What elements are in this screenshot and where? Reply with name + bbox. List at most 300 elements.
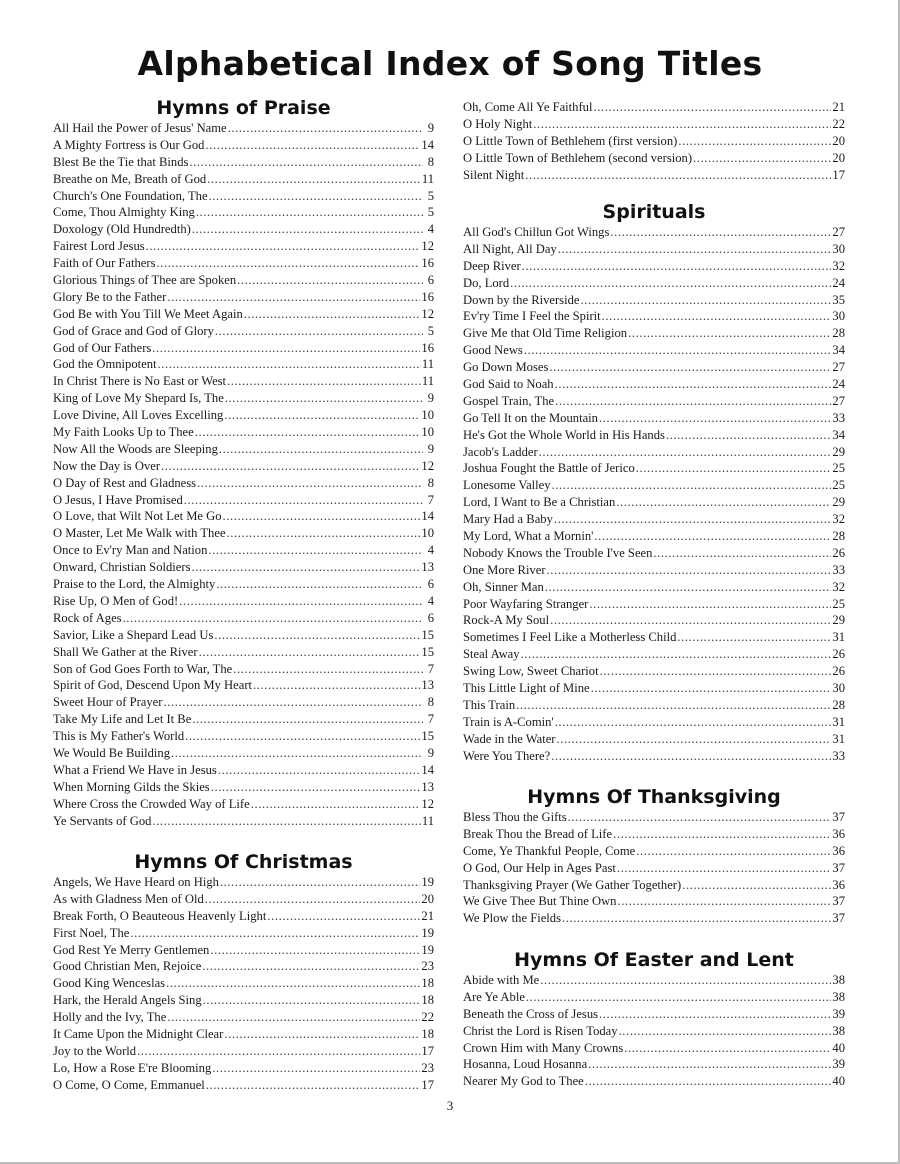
dot-leader [666,427,831,444]
song-title: Come, Ye Thankful People, Come [463,843,636,858]
dot-leader [192,711,423,728]
index-entry [463,116,845,133]
song-title: Church's One Foundation, The [53,188,208,203]
dot-leader [207,171,421,188]
song-title: Lord, I Want to Be a Christian [463,495,616,510]
page-ref: 13 [421,779,434,794]
song-title: O Master, Let Me Walk with Thee [53,526,226,541]
dot-leader [224,1026,420,1043]
index-entry [463,989,845,1006]
page-ref: 12 [421,306,434,321]
dot-leader [184,492,423,509]
dot-leader [693,150,831,167]
page-ref: 26 [832,664,845,679]
index-entry [463,562,845,579]
dot-leader [610,224,831,241]
index-entry [463,99,845,116]
dot-leader [547,562,832,579]
dot-leader [619,1023,832,1040]
index-entry [53,306,434,323]
page-ref: 12 [421,796,434,811]
song-title: Abide with Me [463,973,540,987]
song-title: Son of God Goes Forth to War, The [53,661,233,676]
song-title: All Hail the Power of Jesus' Name [53,121,227,135]
dot-leader [199,644,421,661]
dot-leader [192,221,423,238]
page-ref: 33 [832,562,845,577]
page-ref: 19 [421,942,434,957]
dot-leader [552,477,832,494]
entry-list [463,809,845,927]
dot-leader [525,167,831,184]
song-title: Train is A-Comin' [463,714,554,729]
section-spirituals [463,200,845,765]
dot-leader [624,1040,831,1057]
song-title: King of Love My Shepard Is, The [53,391,224,406]
dot-leader [613,826,831,843]
dot-leader [223,508,421,525]
index-entry [53,644,434,661]
index-entry [53,1060,434,1077]
page-ref: 38 [832,973,845,987]
song-title: Mary Had a Baby [463,512,553,527]
page-ref: 17 [832,167,845,182]
index-entry [463,444,845,461]
dot-leader [594,528,831,545]
index-entry [463,292,845,309]
dot-leader [522,258,832,275]
index-entry [463,410,845,427]
dot-leader [602,308,832,325]
song-title: Ev'ry Time I Feel the Spirit [463,309,601,324]
dot-leader [545,579,832,596]
song-title: Christ the Lord is Risen Today [463,1023,618,1038]
index-entry [463,1040,845,1057]
dot-leader [554,511,832,528]
dot-leader [171,745,423,762]
dot-leader [225,390,423,407]
dot-leader [580,292,831,309]
page-ref: 34 [832,343,845,358]
dot-leader [555,714,832,731]
page-title: Alphabetical Index of Song Titles [137,44,763,83]
index-entry [53,492,434,509]
song-title: Break Forth, O Beauteous Heavenly Light [53,908,267,923]
song-title: Give Me that Old Time Religion [463,326,628,341]
index-entry [53,891,434,908]
page-ref: 17 [421,1043,434,1058]
dot-leader [678,133,831,150]
page-ref: 34 [832,427,845,442]
index-entry [53,238,434,255]
page-ref: 30 [832,681,845,696]
index-entry [463,167,845,184]
index-entry [53,610,434,627]
section-hymns-of-easter-and-lent [463,948,845,1090]
song-title: He's Got the Whole World in His Hands [463,427,665,442]
page-ref: 23 [421,1060,434,1075]
index-entry [463,748,845,765]
dot-leader [593,99,831,116]
page-ref: 27 [832,360,845,375]
song-title: Rock-A My Soul [463,613,550,628]
page-ref: 13 [421,678,434,693]
song-title: Break Thou the Bread of Life [463,826,613,841]
index-entry [53,728,434,745]
page-ref: 22 [421,1010,434,1025]
index-entry [463,460,845,477]
song-title: Doxology (Old Hundredth) [53,222,191,237]
index-entry [53,154,434,171]
index-entry [463,579,845,596]
dot-leader [191,559,420,576]
dot-leader [600,663,832,680]
index-entry [53,542,434,559]
song-title: Come, Thou Almighty King [53,205,195,220]
dot-leader [167,1009,420,1026]
index-entry [463,646,845,663]
page-ref: 32 [832,258,845,273]
index-entry [53,356,434,373]
dot-leader [251,796,421,813]
dot-leader [267,908,420,925]
page-ref: 36 [832,826,845,841]
page-ref: 24 [832,377,845,392]
song-title: Swing Low, Sweet Chariot [463,664,599,679]
dot-leader [588,1056,831,1073]
index-entry [53,424,434,441]
song-title: My Faith Looks Up to Thee [53,425,194,440]
dot-leader [555,376,832,393]
song-title: It Came Upon the Midnight Clear [53,1027,224,1042]
song-title: God the Omnipotent [53,357,157,372]
index-entry [53,779,434,796]
dot-leader [203,992,421,1009]
song-title: What a Friend We Have in Jesus [53,762,217,777]
index-entry [463,325,845,342]
page-ref: 25 [832,478,845,493]
page-ref: 10 [421,526,434,541]
page-ref: 27 [832,393,845,408]
index-entry [463,342,845,359]
song-title: O Holy Night [463,116,533,131]
index-entry [463,860,845,877]
page-ref: 29 [832,613,845,628]
song-title: Are Ye Able [463,989,525,1004]
dot-leader [167,289,420,306]
song-title: Lonesome Valley [463,478,551,493]
dot-leader [205,891,421,908]
song-title: As with Gladness Men of Old [53,891,204,906]
index-entry [463,910,845,927]
page-ref: 28 [832,697,845,712]
index-entry [463,809,845,826]
index-entry [53,390,434,407]
index-entry [463,1073,845,1090]
index-entry [53,627,434,644]
index-entry [463,224,845,241]
index-entry [53,475,434,492]
song-title: Nobody Knows the Trouble I've Seen [463,545,653,560]
page-ref: 20 [421,891,434,906]
index-entry [53,323,434,340]
index-entry [463,545,845,562]
dot-leader [591,680,832,697]
song-title: Steal Away [463,647,520,662]
song-title: Hark, the Herald Angels Sing [53,993,202,1008]
page-ref: 26 [832,647,845,662]
index-entry [463,427,845,444]
index-entry [53,1043,434,1060]
page-ref: 38 [832,989,845,1004]
page-ref: 16 [421,289,434,304]
page-ref: 37 [832,860,845,875]
dot-leader [589,596,831,613]
page-ref: 14 [421,137,434,152]
song-title: Fairest Lord Jesus [53,239,145,254]
dot-leader [196,204,423,221]
dot-leader [156,255,420,272]
index-entry [53,340,434,357]
page-ref: 6 [427,273,434,288]
entry-list [463,972,845,1090]
page-ref: 5 [427,323,434,338]
index-entry [463,258,845,275]
song-title: Joshua Fought the Battle of Jerico [463,461,635,476]
page-ref: 40 [832,1074,845,1089]
dot-leader [521,646,832,663]
song-title: Beneath the Cross of Jesus [463,1006,599,1021]
page-ref: 12 [421,458,434,473]
page-ref: 7 [427,661,434,676]
index-entry [53,272,434,289]
song-title: O Little Town of Bethlehem (first version) [463,133,678,148]
dot-leader [224,407,420,424]
index-entry [53,694,434,711]
index-entry [53,796,434,813]
dot-leader [599,1006,831,1023]
section-hymns-of-thanksgiving [463,785,845,927]
dot-leader [152,340,420,357]
song-title: O God, Our Help in Ages Past [463,860,616,875]
page-ref: 31 [832,731,845,746]
section-title: Hymns Of Easter and Lent [514,949,794,971]
song-title: This is My Father's World [53,729,185,744]
dot-leader [233,661,423,678]
song-title: O Little Town of Bethlehem (second version) [463,150,693,165]
index-entry [53,255,434,272]
song-title: Ye Servants of God [53,813,152,828]
dot-leader [539,444,832,461]
song-title: Now All the Woods are Sleeping [53,441,218,456]
index-entry [463,308,845,325]
page-ref: 28 [832,326,845,341]
song-title: When Morning Gilds the Skies [53,779,210,794]
page-ref: 22 [832,116,845,131]
page-ref: 14 [421,762,434,777]
dot-leader [228,120,423,137]
dot-leader [568,809,832,826]
dot-leader [636,460,832,477]
dot-leader [130,925,420,942]
dot-leader [617,860,832,877]
dot-leader [205,137,420,154]
page-ref: 39 [832,1006,845,1021]
dot-leader [533,116,831,133]
page-ref: 16 [421,340,434,355]
page-ref: 30 [832,309,845,324]
song-title: This Little Light of Mine [463,681,590,696]
page-ref: 6 [427,577,434,592]
song-title: Take My Life and Let It Be [53,712,192,727]
song-title: My Lord, What a Mornin' [463,529,594,544]
page-ref: 32 [832,579,845,594]
dot-leader [636,843,831,860]
page-ref: 31 [832,714,845,729]
page-ref: 9 [427,121,434,135]
index-entry [463,697,845,714]
index-entry [463,843,845,860]
page-ref: 21 [832,100,845,114]
index-entry [53,171,434,188]
index-entry [463,972,845,989]
song-title: All God's Chillun Got Wings [463,225,610,239]
song-title: All Night, All Day [463,241,557,256]
page-ref: 33 [832,748,845,763]
index-entry [463,494,845,511]
dot-leader [208,542,423,559]
song-title: Crown Him with Many Crowns [463,1040,624,1055]
dot-leader [599,410,831,427]
index-entry [53,525,434,542]
dot-leader [550,612,831,629]
page-ref: 25 [832,596,845,611]
index-entry [463,393,845,410]
dot-leader [179,593,423,610]
page-ref: 9 [427,391,434,406]
dot-leader [549,359,831,376]
page-ref: 38 [832,1023,845,1038]
dot-leader [218,762,421,779]
song-title: Blest Be the Tie that Binds [53,154,189,169]
page-ref: 11 [421,171,434,186]
song-title: Onward, Christian Soldiers [53,560,191,575]
song-title: Joy to the World [53,1043,137,1058]
song-title: Go Down Moses [463,360,549,375]
song-title: Deep River [463,258,521,273]
index-entry [53,508,434,525]
dot-leader [510,275,831,292]
dot-leader [653,545,831,562]
index-entry [463,241,845,258]
index-entry [463,133,845,150]
index-entry [463,663,845,680]
song-title: Nearer My God to Thee [463,1074,584,1089]
song-title: Sweet Hour of Prayer [53,695,163,710]
section-title: Hymns Of Thanksgiving [527,786,781,808]
dot-leader [562,910,831,927]
dot-leader [524,342,832,359]
index-entry [53,1026,434,1043]
song-title: Spirit of God, Descend Upon My Heart [53,678,253,693]
index-entry [53,942,434,959]
dot-leader [677,629,831,646]
song-title: Good Christian Men, Rejoice [53,959,202,974]
dot-leader [682,877,831,894]
index-entry [53,593,434,610]
dot-leader [616,494,831,511]
index-entry [53,762,434,779]
index-entry [53,373,434,390]
song-title: Faith of Our Fathers [53,256,156,271]
entry-list [463,99,845,183]
page-ref: 6 [427,610,434,625]
index-entry [53,711,434,728]
page-ref: 8 [427,695,434,710]
page-ref: 25 [832,461,845,476]
dot-leader [227,373,421,390]
index-entry [53,204,434,221]
song-title: God Said to Noah [463,377,554,392]
page-ref: 35 [832,292,845,307]
index-entry [463,680,845,697]
song-title: God Rest Ye Merry Gentlemen [53,942,210,957]
song-title: God of Grace and God of Glory [53,323,214,338]
dot-leader [211,779,421,796]
song-title: Poor Wayfaring Stranger [463,596,589,611]
dot-leader [202,958,420,975]
song-title: Rock of Ages [53,610,122,625]
song-title: O Day of Rest and Gladness [53,475,197,490]
page-ref: 30 [832,241,845,256]
song-title: We Would Be Building [53,745,171,760]
index-entry [463,376,845,393]
dot-leader [210,942,420,959]
page-ref: 29 [832,495,845,510]
index-entry [463,275,845,292]
index-entry [463,731,845,748]
song-title: Good News [463,343,523,358]
dot-leader [558,241,832,258]
song-title: Where Cross the Crowded Way of Life [53,796,250,811]
page-ref: 36 [832,877,845,892]
index-entry [463,150,845,167]
dot-leader [197,475,423,492]
dot-leader [189,154,423,171]
song-title: Bless Thou the Gifts [463,810,567,824]
page-ref: 21 [421,908,434,923]
page-ref: 15 [421,644,434,659]
song-title: Wade in the Water [463,731,556,746]
page-ref: 40 [832,1040,845,1055]
dot-leader [585,1073,832,1090]
page-ref: 5 [427,188,434,203]
page-ref: 13 [421,560,434,575]
entry-list [463,224,845,765]
index-entry [53,874,434,891]
dot-leader [237,272,423,289]
song-title: Angels, We Have Heard on High [53,875,219,889]
song-title: O Jesus, I Have Promised [53,492,183,507]
index-entry [53,576,434,593]
page-ref: 18 [421,993,434,1008]
page-ref: 19 [421,925,434,940]
dot-leader [219,441,423,458]
index-entry [53,975,434,992]
page-ref: 7 [427,712,434,727]
page-ref: 37 [832,894,845,909]
page-ref: 28 [832,529,845,544]
